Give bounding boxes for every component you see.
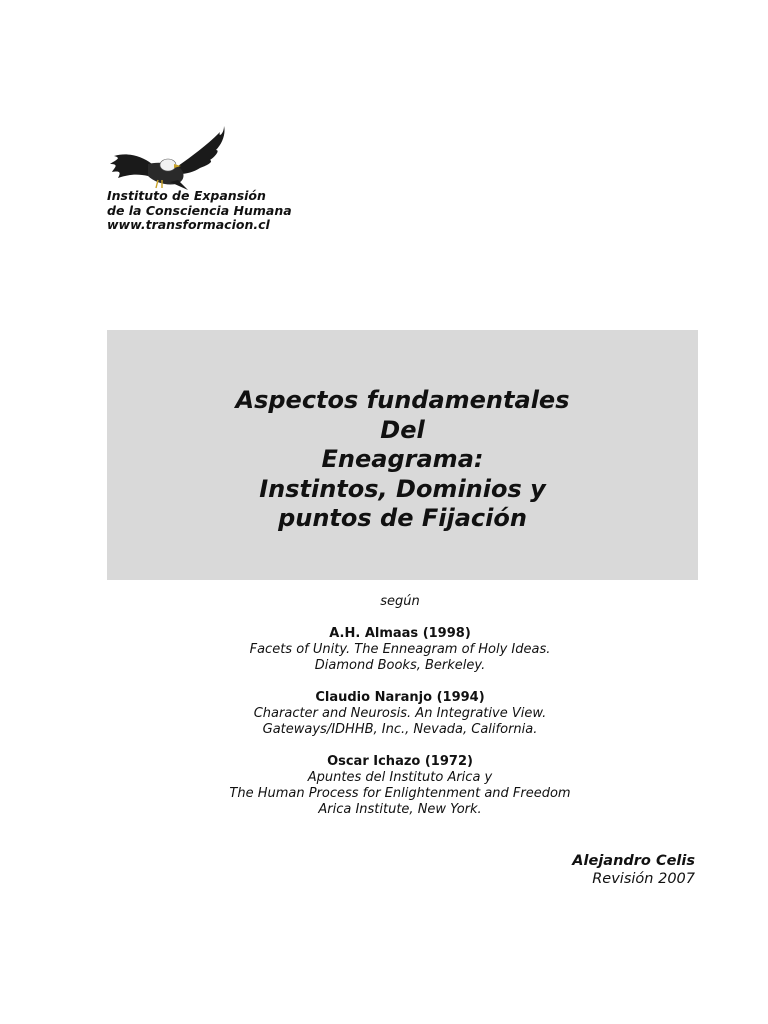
reference-line: Apuntes del Instituto Arica y — [307, 770, 493, 785]
title-line: puntos de Fijación — [278, 504, 527, 532]
reference-line: Facets of Unity. The Enneagram of Holy Ideas. — [249, 642, 551, 657]
according-to-label: según — [380, 594, 420, 609]
title-line: Aspectos fundamentales — [235, 386, 570, 414]
reference-line: The Human Process for Enlightenment and Freedom — [229, 786, 571, 801]
title-line: Del — [380, 415, 425, 444]
reference-naranjo — [150, 690, 650, 738]
title-line: Instintos, Dominios y — [259, 474, 546, 503]
reference-line: Arica Institute, New York. — [318, 802, 482, 817]
reference-author: Claudio Naranjo (1994) — [315, 690, 485, 705]
reference-line: Diamond Books, Berkeley. — [314, 658, 486, 673]
signature-block — [572, 852, 695, 888]
title-box — [107, 330, 698, 580]
institute-name-continued: de la Consciencia Humana — [107, 202, 292, 218]
reference-ichazo — [150, 754, 650, 818]
revision-label: Revisión 2007 — [592, 871, 695, 887]
eagle-icon — [108, 122, 228, 190]
author-name: Alejandro Celis — [572, 853, 695, 869]
credits-section — [150, 594, 650, 834]
document-title — [107, 386, 698, 534]
reference-line: Gateways/IDHHB, Inc., Nevada, California. — [262, 722, 538, 737]
reference-author: Oscar Ichazo (1972) — [327, 754, 473, 769]
institute-block — [107, 189, 292, 233]
institute-website: www.transformacion.cl — [107, 217, 270, 232]
reference-line: Character and Neurosis. An Integrative View. — [253, 706, 547, 721]
reference-almaas — [150, 626, 650, 674]
title-line: Eneagrama: — [321, 445, 484, 473]
institute-name: Instituto de Expansión — [107, 188, 266, 203]
reference-author: A.H. Almaas (1998) — [329, 626, 471, 641]
